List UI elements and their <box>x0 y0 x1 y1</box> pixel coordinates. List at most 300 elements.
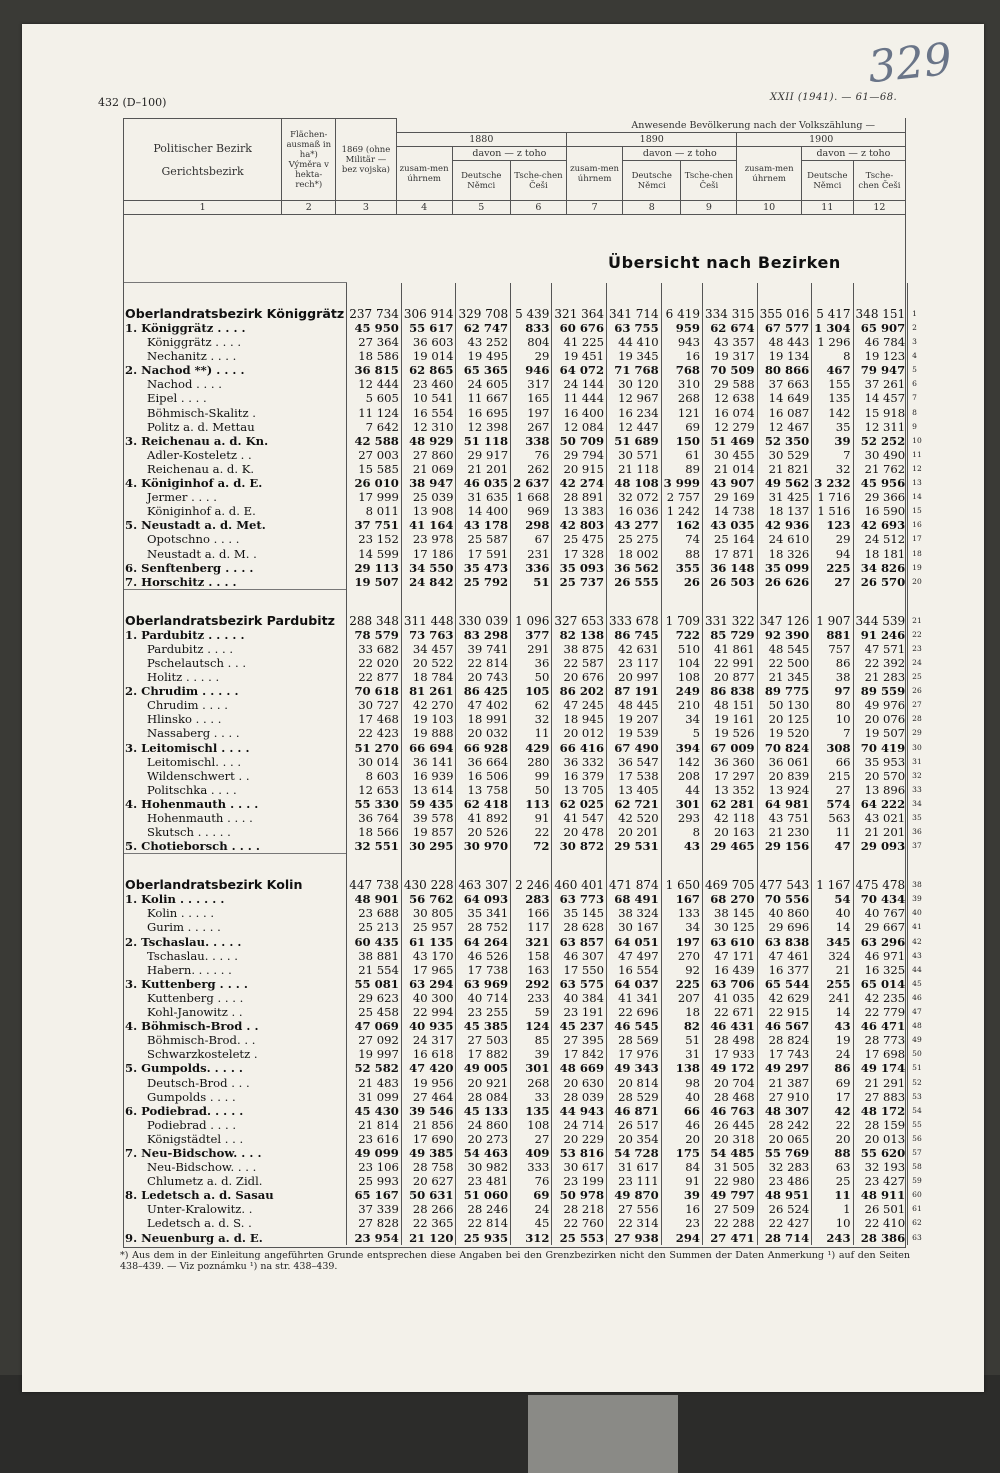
court-district-row <box>123 448 924 462</box>
district-row <box>123 892 924 906</box>
cell-value: 13 405 <box>607 783 662 797</box>
cell-value: 28 714 <box>757 1231 812 1245</box>
cell-value: 25 213 <box>347 920 402 934</box>
row-name: Königinhof a. d. E. <box>147 504 256 519</box>
col-header-czech-1880: Tsche-chen Češi <box>510 161 566 201</box>
cell-value: 18 566 <box>347 825 402 839</box>
district-row <box>123 1146 924 1160</box>
cell-value: 43 751 <box>757 811 812 825</box>
cell-value: 66 928 <box>456 741 511 755</box>
cell-value: 33 682 <box>347 642 402 656</box>
cell-value: 13 705 <box>552 783 607 797</box>
cell-value: 6 419 <box>661 283 702 322</box>
cell-value: 63 610 <box>702 935 757 949</box>
cell-value: 40 300 <box>401 991 456 1005</box>
district-row <box>123 977 924 991</box>
region-row <box>123 589 924 628</box>
cell-value: 63 838 <box>757 935 812 949</box>
cell-value: 31 617 <box>607 1160 662 1174</box>
cell-value: 47 571 <box>853 642 908 656</box>
cell-value: 34 <box>661 712 702 726</box>
col-header-total-1890: zusam-men úhrnem <box>567 147 623 201</box>
cell-value: 70 556 <box>757 892 812 906</box>
cell-value: 135 <box>511 1104 552 1118</box>
cell-value: 38 324 <box>607 906 662 920</box>
cell-value: 40 860 <box>757 906 812 920</box>
cell-value: 18 002 <box>607 547 662 561</box>
cell-value: 43 170 <box>401 949 456 963</box>
cell-value: 32 193 <box>853 1160 908 1174</box>
cell-value: 27 556 <box>607 1202 662 1216</box>
row-name: Königgrätz . . . . <box>147 335 242 350</box>
cell-value: 45 956 <box>853 476 908 490</box>
cell-value: 197 <box>661 935 702 949</box>
row-number: 39 <box>908 892 924 906</box>
cell-value: 48 545 <box>757 642 812 656</box>
cell-value: 12 638 <box>702 391 757 405</box>
table-frame-bottom <box>123 1247 906 1248</box>
cell-value: 34 550 <box>401 561 456 575</box>
row-name: Oberlandratsbezirk Pardubitz <box>123 589 347 628</box>
cell-value: 36 603 <box>401 335 456 349</box>
footnote: *) Aus dem in der Einleitung angeführten Grunde entsprechen diese Angaben bei den Grenzbezirken nicht den Summen der Daten Anmerkung ¹) auf den Seiten 438–439. — Viz poznámku ¹) na str. 438–439. <box>120 1250 910 1272</box>
cell-value: 20 839 <box>757 769 812 783</box>
cell-value: 41 035 <box>702 991 757 1005</box>
cell-value: 35 473 <box>456 561 511 575</box>
cell-value: 2 246 <box>511 854 552 893</box>
cell-value: 23 954 <box>347 1231 402 1245</box>
row-number: 26 <box>908 684 924 698</box>
row-number: 1 <box>908 283 924 322</box>
cell-value: 12 447 <box>607 420 662 434</box>
cell-value: 27 828 <box>347 1216 402 1230</box>
cell-value: 50 631 <box>401 1188 456 1202</box>
cell-value: 29 113 <box>347 561 402 575</box>
cell-value: 329 708 <box>456 283 511 322</box>
cell-value: 24 842 <box>401 575 456 590</box>
cell-value: 804 <box>511 335 552 349</box>
row-number: 43 <box>908 949 924 963</box>
cell-value: 28 752 <box>456 920 511 934</box>
cell-value: 30 014 <box>347 755 402 769</box>
cell-value: 16 439 <box>702 963 757 977</box>
row-number: 59 <box>908 1174 924 1188</box>
cell-value: 29 366 <box>853 490 908 504</box>
cell-value: 26 503 <box>702 575 757 590</box>
cell-value: 51 270 <box>347 741 402 755</box>
cell-value: 19 507 <box>853 726 908 740</box>
cell-value: 40 <box>812 906 853 920</box>
cell-value: 62 281 <box>702 797 757 811</box>
cell-value: 29 169 <box>702 490 757 504</box>
cell-value: 150 <box>661 434 702 448</box>
district-row <box>123 797 924 811</box>
cell-value: 19 345 <box>607 349 662 363</box>
region-row <box>123 283 924 322</box>
row-name: Neustadt a. d. M. . <box>147 546 257 561</box>
cell-value: 768 <box>661 363 702 377</box>
cell-value: 10 <box>812 1216 853 1230</box>
cell-value: 18 945 <box>552 712 607 726</box>
cell-value: 959 <box>661 321 702 335</box>
cell-value: 28 242 <box>757 1118 812 1132</box>
cell-value: 324 <box>812 949 853 963</box>
cell-value: 21 762 <box>853 462 908 476</box>
page-number-header: 432 (D–100) <box>98 96 167 109</box>
col-header-german-1880: Deutsche Němci <box>452 161 510 201</box>
row-number: 13 <box>908 476 924 490</box>
cell-value: 25 475 <box>552 532 607 546</box>
cell-value: 43 035 <box>702 518 757 532</box>
cell-value: 22 814 <box>456 656 511 670</box>
cell-value: 64 051 <box>607 935 662 949</box>
cell-value: 50 <box>511 670 552 684</box>
cell-value: 29 465 <box>702 839 757 854</box>
cell-value: 249 <box>661 684 702 698</box>
cell-value: 17 186 <box>401 547 456 561</box>
cell-value: 12 398 <box>456 420 511 434</box>
cell-value: 56 762 <box>401 892 456 906</box>
cell-value: 17 871 <box>702 547 757 561</box>
cell-value: 42 629 <box>757 991 812 1005</box>
cell-value: 24 317 <box>401 1033 456 1047</box>
cell-value: 429 <box>511 741 552 755</box>
cell-value: 55 620 <box>853 1146 908 1160</box>
cell-value: 162 <box>661 518 702 532</box>
cell-value: 469 705 <box>702 854 757 893</box>
cell-value: 38 875 <box>552 642 607 656</box>
cell-value: 26 445 <box>702 1118 757 1132</box>
cell-value: 20 526 <box>456 825 511 839</box>
cell-value: 23 152 <box>347 532 402 546</box>
cell-value: 67 490 <box>607 741 662 755</box>
cell-value: 23 460 <box>401 377 456 391</box>
cell-value: 49 797 <box>702 1188 757 1202</box>
cell-value: 52 582 <box>347 1061 402 1075</box>
handwritten-page-number: 329 <box>865 33 955 94</box>
cell-value: 63 <box>812 1160 853 1174</box>
cell-value: 23 <box>661 1216 702 1230</box>
cell-value: 22 587 <box>552 656 607 670</box>
cell-value: 41 861 <box>702 642 757 656</box>
cell-value: 30 970 <box>456 839 511 854</box>
cell-value: 175 <box>661 1146 702 1160</box>
cell-value: 49 172 <box>702 1061 757 1075</box>
cell-value: 51 <box>511 575 552 590</box>
court-district-row <box>123 1033 924 1047</box>
cell-value: 49 343 <box>607 1061 662 1075</box>
cell-value: 5 439 <box>511 283 552 322</box>
cell-value: 1 <box>812 1202 853 1216</box>
court-district-row <box>123 755 924 769</box>
cell-value: 43 021 <box>853 811 908 825</box>
cell-value: 47 402 <box>456 698 511 712</box>
row-number: 54 <box>908 1104 924 1118</box>
cell-value: 49 870 <box>607 1188 662 1202</box>
cell-value: 23 111 <box>607 1174 662 1188</box>
cell-value: 20 814 <box>607 1076 662 1090</box>
cell-value: 11 <box>511 726 552 740</box>
cell-value: 108 <box>661 670 702 684</box>
cell-value: 43 252 <box>456 335 511 349</box>
row-number: 55 <box>908 1118 924 1132</box>
court-district-row <box>123 1005 924 1019</box>
cell-value: 2 757 <box>661 490 702 504</box>
cell-value: 27 092 <box>347 1033 402 1047</box>
row-name: Politschka . . . . <box>147 782 237 797</box>
cell-value: 19 207 <box>607 712 662 726</box>
cell-value: 30 982 <box>456 1160 511 1174</box>
row-number: 28 <box>908 712 924 726</box>
cell-value: 30 529 <box>757 448 812 462</box>
cell-value: 55 769 <box>757 1146 812 1160</box>
cell-value: 42 235 <box>853 991 908 1005</box>
cell-value: 19 <box>812 1033 853 1047</box>
cell-value: 59 <box>511 1005 552 1019</box>
cell-value: 32 <box>812 462 853 476</box>
cell-value: 13 383 <box>552 504 607 518</box>
cell-value: 142 <box>661 755 702 769</box>
district-row <box>123 363 924 377</box>
cell-value: 46 035 <box>456 476 511 490</box>
cell-value: 20 125 <box>757 712 812 726</box>
row-number: 47 <box>908 1005 924 1019</box>
cell-value: 49 976 <box>853 698 908 712</box>
cell-value: 91 246 <box>853 628 908 642</box>
cell-value: 21 283 <box>853 670 908 684</box>
cell-value: 327 653 <box>552 589 607 628</box>
cell-value: 477 543 <box>757 854 812 893</box>
cell-value: 86 425 <box>456 684 511 698</box>
cell-value: 262 <box>511 462 552 476</box>
court-district-row <box>123 1160 924 1174</box>
cell-value: 123 <box>812 518 853 532</box>
cell-value: 70 618 <box>347 684 402 698</box>
column-number: 10 <box>737 201 801 215</box>
cell-value: 19 857 <box>401 825 456 839</box>
cell-value: 17 <box>812 1090 853 1104</box>
row-number: 18 <box>908 547 924 561</box>
row-name: Nassaberg . . . . <box>147 726 240 741</box>
cell-value: 83 298 <box>456 628 511 642</box>
cell-value: 23 486 <box>757 1174 812 1188</box>
cell-value: 1 907 <box>812 589 853 628</box>
cell-value: 92 390 <box>757 628 812 642</box>
cell-value: 22 877 <box>347 670 402 684</box>
cell-value: 377 <box>511 628 552 642</box>
cell-value: 36 815 <box>347 363 402 377</box>
cell-value: 26 626 <box>757 575 812 590</box>
cell-value: 40 384 <box>552 991 607 1005</box>
cell-value: 946 <box>511 363 552 377</box>
cell-value: 48 445 <box>607 698 662 712</box>
cell-value: 19 451 <box>552 349 607 363</box>
row-number: 32 <box>908 769 924 783</box>
row-name: 3. Reichenau a. d. Kn. <box>125 433 269 448</box>
cell-value: 63 296 <box>853 935 908 949</box>
cell-value: 20 354 <box>607 1132 662 1146</box>
cell-value: 39 <box>812 434 853 448</box>
cell-value: 85 729 <box>702 628 757 642</box>
cell-value: 16 074 <box>702 406 757 420</box>
cell-value: 19 526 <box>702 726 757 740</box>
cell-value: 11 444 <box>552 391 607 405</box>
row-number: 29 <box>908 726 924 740</box>
region-row <box>123 854 924 893</box>
court-district-row <box>123 504 924 518</box>
cell-value: 163 <box>511 963 552 977</box>
cell-value: 66 694 <box>401 741 456 755</box>
cell-value: 36 148 <box>702 561 757 575</box>
cell-value: 21 <box>812 963 853 977</box>
cell-value: 37 339 <box>347 1202 402 1216</box>
cell-value: 18 586 <box>347 349 402 363</box>
cell-value: 34 826 <box>853 561 908 575</box>
cell-value: 28 218 <box>552 1202 607 1216</box>
cell-value: 64 093 <box>456 892 511 906</box>
row-name: Podiebrad . . . . <box>147 1117 237 1132</box>
cell-value: 20 478 <box>552 825 607 839</box>
cell-value: 292 <box>511 977 552 991</box>
cell-value: 20 877 <box>702 670 757 684</box>
column-number: 8 <box>623 201 681 215</box>
row-number: 62 <box>908 1216 924 1230</box>
cell-value: 28 084 <box>456 1090 511 1104</box>
cell-value: 22 760 <box>552 1216 607 1230</box>
cell-value: 43 277 <box>607 518 662 532</box>
cell-value: 38 881 <box>347 949 402 963</box>
cell-value: 20 522 <box>401 656 456 670</box>
cell-value: 5 605 <box>347 391 402 405</box>
cell-value: 62 721 <box>607 797 662 811</box>
cell-value: 30 617 <box>552 1160 607 1174</box>
cell-value: 42 936 <box>757 518 812 532</box>
cell-value: 25 039 <box>401 490 456 504</box>
cell-value: 39 546 <box>401 1104 456 1118</box>
cell-value: 291 <box>511 642 552 656</box>
cell-value: 310 <box>661 377 702 391</box>
cell-value: 68 491 <box>607 892 662 906</box>
row-name: 2. Nachod **) . . . . <box>125 363 245 378</box>
district-row <box>123 1231 924 1245</box>
cell-value: 48 172 <box>853 1104 908 1118</box>
cell-value: 45 430 <box>347 1104 402 1118</box>
cell-value: 34 457 <box>401 642 456 656</box>
row-number: 16 <box>908 518 924 532</box>
cell-value: 30 455 <box>702 448 757 462</box>
cell-value: 2 637 <box>511 476 552 490</box>
cell-value: 22 671 <box>702 1005 757 1019</box>
row-name: Kuttenberg . . . . <box>147 990 244 1005</box>
col-header-total-1900: zusam-men úhrnem <box>737 147 801 201</box>
gray-reference-card <box>528 1395 678 1473</box>
cell-value: 20 032 <box>456 726 511 740</box>
cell-value: 27 464 <box>401 1090 456 1104</box>
col-header-district-line1: Politischer Bezirk <box>153 141 252 155</box>
cell-value: 1 716 <box>812 490 853 504</box>
row-name: Gurim . . . . . <box>147 920 221 935</box>
cell-value: 65 907 <box>853 321 908 335</box>
cell-value: 51 <box>661 1033 702 1047</box>
cell-value: 70 509 <box>702 363 757 377</box>
cell-value: 14 738 <box>702 504 757 518</box>
court-district-row <box>123 670 924 684</box>
cell-value: 21 821 <box>757 462 812 476</box>
cell-value: 61 135 <box>401 935 456 949</box>
cell-value: 64 037 <box>607 977 662 991</box>
cell-value: 89 559 <box>853 684 908 698</box>
table-frame-right <box>905 118 906 1248</box>
cell-value: 208 <box>661 769 702 783</box>
cell-value: 42 118 <box>702 811 757 825</box>
row-name: Eipel . . . . <box>147 391 207 406</box>
cell-value: 510 <box>661 642 702 656</box>
cell-value: 210 <box>661 698 702 712</box>
cell-value: 36 764 <box>347 811 402 825</box>
cell-value: 31 <box>661 1047 702 1061</box>
row-name: 4. Hohenmauth . . . . <box>125 796 259 811</box>
cell-value: 26 <box>661 575 702 590</box>
cell-value: 46 784 <box>853 335 908 349</box>
row-name: Hlinsko . . . . <box>147 712 222 727</box>
cell-value: 13 352 <box>702 783 757 797</box>
cell-value: 35 953 <box>853 755 908 769</box>
cell-value: 17 965 <box>401 963 456 977</box>
cell-value: 35 093 <box>552 561 607 575</box>
cell-value: 87 191 <box>607 684 662 698</box>
cell-value: 46 871 <box>607 1104 662 1118</box>
cell-value: 52 350 <box>757 434 812 448</box>
cell-value: 76 <box>511 1174 552 1188</box>
cell-value: 321 <box>511 935 552 949</box>
cell-value: 20 163 <box>702 825 757 839</box>
cell-value: 1 668 <box>511 490 552 504</box>
col-header-german-1890: Deutsche Němci <box>623 161 681 201</box>
col-header-german-1900: Deutsche Němci <box>801 161 853 201</box>
row-number: 48 <box>908 1019 924 1033</box>
cell-value: 1 167 <box>812 854 853 893</box>
row-name: 4. Königinhof a. d. E. <box>125 476 263 491</box>
cell-value: 1 304 <box>812 321 853 335</box>
row-name: Chrudim . . . . <box>147 698 228 713</box>
cell-value: 28 569 <box>607 1033 662 1047</box>
cell-value: 55 617 <box>401 321 456 335</box>
cell-value: 45 950 <box>347 321 402 335</box>
row-number: 33 <box>908 783 924 797</box>
cell-value: 19 997 <box>347 1047 402 1061</box>
cell-value: 24 <box>812 1047 853 1061</box>
cell-value: 14 457 <box>853 391 908 405</box>
cell-value: 21 483 <box>347 1076 402 1090</box>
cell-value: 35 099 <box>757 561 812 575</box>
cell-value: 17 976 <box>607 1047 662 1061</box>
cell-value: 20 743 <box>456 670 511 684</box>
cell-value: 12 967 <box>607 391 662 405</box>
cell-value: 16 400 <box>552 406 607 420</box>
cell-value: 98 <box>661 1076 702 1090</box>
cell-value: 64 981 <box>757 797 812 811</box>
cell-value: 8 <box>661 825 702 839</box>
cell-value: 5 <box>661 726 702 740</box>
cell-value: 124 <box>511 1019 552 1033</box>
row-number: 61 <box>908 1202 924 1216</box>
cell-value: 28 758 <box>401 1160 456 1174</box>
cell-value: 331 322 <box>702 589 757 628</box>
row-name: 1. Pardubitz . . . . . <box>125 627 245 642</box>
cell-value: 19 539 <box>607 726 662 740</box>
cell-value: 15 585 <box>347 462 402 476</box>
col-header-population: Anwesende Bevölkerung nach der Volkszählung — <box>396 119 905 133</box>
